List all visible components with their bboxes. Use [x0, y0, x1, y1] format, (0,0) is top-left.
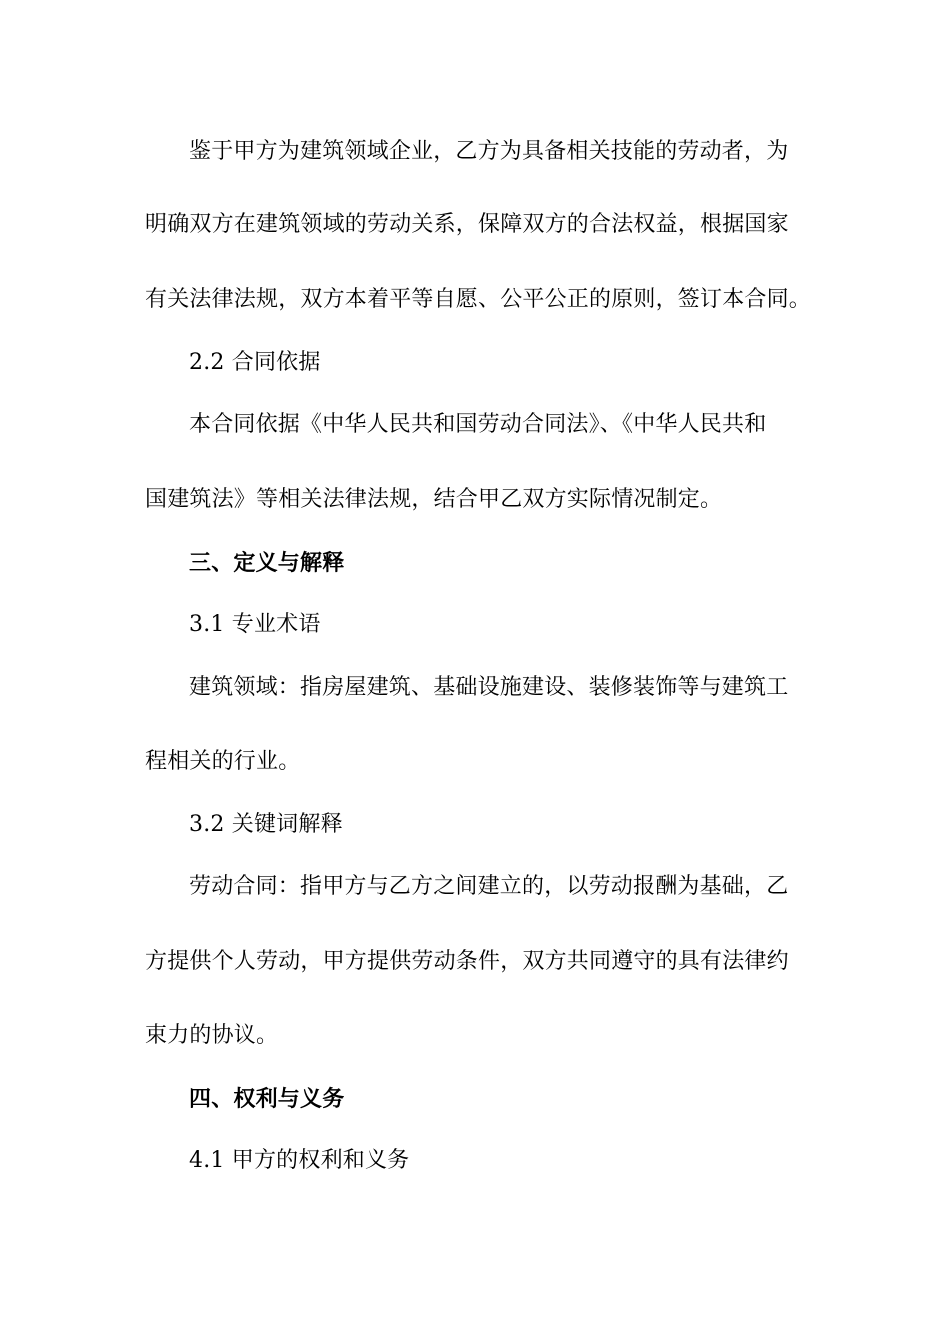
- intro-paragraph-line-3: 有关法律法规，双方本着平等自愿、公平公正的原则，签订本合同。: [145, 287, 812, 312]
- section-4-heading: 四、权利与义务: [189, 1086, 345, 1112]
- section-3-1-line-1: 建筑领域：指房屋建筑、基础设施建设、装修装饰等与建筑工: [189, 675, 789, 700]
- section-3-2-heading: 3.2 关键词解释: [189, 812, 343, 837]
- section-3-2-line-3: 束力的协议。: [145, 1023, 279, 1048]
- section-3-2-line-1: 劳动合同：指甲方与乙方之间建立的，以劳动报酬为基础，乙: [189, 874, 789, 899]
- section-2-2-line-2: 国建筑法》等相关法律法规，结合甲乙双方实际情况制定。: [145, 487, 723, 512]
- section-3-1-line-2: 程相关的行业。: [145, 749, 301, 774]
- intro-paragraph-line-1: 鉴于甲方为建筑领域企业，乙方为具备相关技能的劳动者，为: [189, 139, 789, 164]
- section-2-2-heading: 2.2 合同依据: [189, 350, 321, 375]
- section-3-2-line-2: 方提供个人劳动，甲方提供劳动条件，双方共同遵守的具有法律约: [145, 949, 789, 974]
- section-3-1-heading: 3.1 专业术语: [189, 612, 321, 637]
- section-4-1-heading: 4.1 甲方的权利和义务: [189, 1148, 410, 1173]
- section-2-2-line-1: 本合同依据《中华人民共和国劳动合同法》、《中华人民共和: [189, 412, 767, 437]
- section-3-heading: 三、定义与解释: [189, 550, 345, 576]
- intro-paragraph-line-2: 明确双方在建筑领域的劳动关系，保障双方的合法权益，根据国家: [145, 212, 789, 237]
